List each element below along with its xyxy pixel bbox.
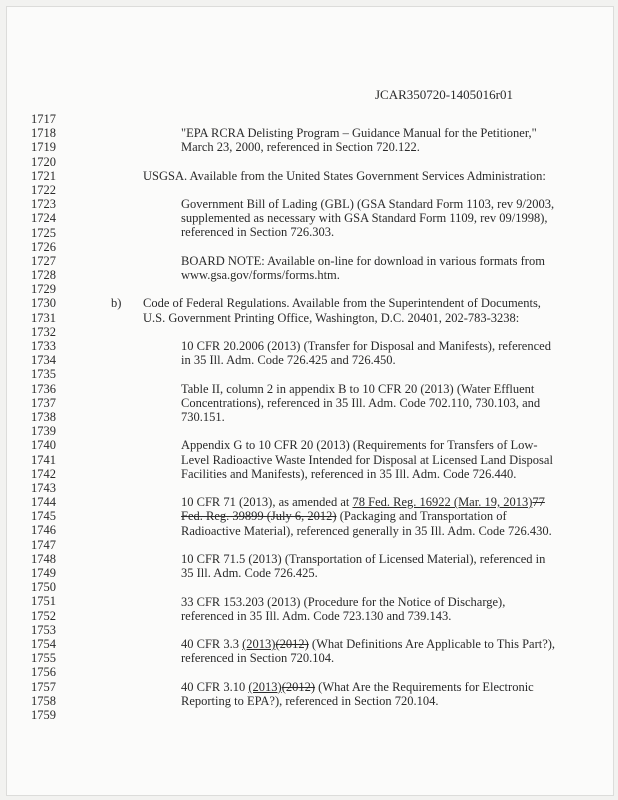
line-number: 1720 [31,154,56,169]
text-line: Table II, column 2 in appendix B to 10 CFR 20 (2013) (Water Effluent [181,382,535,396]
line-number: 1753 [31,622,56,637]
text-line: Government Bill of Lading (GBL) (GSA Standard Form 1103, rev 9/2003, [181,197,555,211]
text-line [181,509,507,523]
line-number: 1722 [31,182,56,197]
line-number: 1751 [31,594,56,609]
line-number: 1719 [31,140,56,155]
line-number: 1744 [31,495,56,510]
text-line: USGSA. Available from the United States Government Services Administration: [143,169,546,183]
line-number-column [31,112,56,722]
text-line [181,680,534,694]
text-line: Concentrations), referenced in 35 Ill. Adm. Code 702.110, 730.103, and [181,396,541,410]
line-number: 1726 [31,239,56,254]
text-segment: 10 CFR 71 (2013), as amended at [181,495,353,509]
text-line: referenced in 35 Ill. Adm. Code 723.130 and 739.143. [181,609,452,623]
line-number: 1729 [31,282,56,297]
document-page [6,6,614,796]
text-line: Facilities and Manifests), referenced in 35 Ill. Adm. Code 726.440. [181,467,517,481]
line-number: 1717 [31,112,56,126]
text-line: 33 CFR 153.203 (2013) (Procedure for the Notice of Discharge), [181,595,506,609]
line-number: 1735 [31,367,56,382]
line-number: 1736 [31,381,56,396]
text-segment: (Packaging and Transportation of [336,509,507,523]
text-line: 35 Ill. Adm. Code 726.425. [181,566,318,580]
text-line: Reporting to EPA?), referenced in Section 720.104. [181,694,439,708]
deleted-text: (2012) [281,680,316,694]
text-line [181,637,555,651]
line-number: 1728 [31,268,56,283]
text-line: March 23, 2000, referenced in Section 720.122. [181,140,420,154]
line-number: 1731 [31,310,56,325]
line-number: 1724 [31,211,56,226]
line-number: 1750 [31,580,56,595]
text-line: U.S. Government Printing Office, Washington, D.C. 20401, 202-783-3238: [143,311,520,325]
line-number: 1727 [31,253,56,268]
line-number: 1740 [31,438,56,453]
inserted-text: (2013) [248,680,282,694]
line-number: 1718 [31,126,56,141]
line-number: 1734 [31,353,56,368]
text-line: Code of Federal Regulations. Available from the Superintendent of Documents, [143,296,541,310]
line-number: 1741 [31,452,56,467]
text-segment: (What Definitions Are Applicable to This Part?), [308,637,556,651]
document-id: JCAR350720-1405016r01 [375,87,513,102]
inserted-text: (2013) [242,637,276,651]
text-line: Level Radioactive Waste Intended for Disposal at Licensed Land Disposal [181,453,553,467]
line-number: 1746 [31,523,56,538]
text-line: 730.151. [181,410,225,424]
deleted-text: 77 [532,495,545,509]
line-number: 1754 [31,636,56,651]
line-number: 1757 [31,679,56,694]
line-number: 1737 [31,395,56,410]
deleted-text: Fed. Reg. 39899 (July 6, 2012) [181,509,337,523]
list-label: b) [111,296,122,310]
line-number: 1723 [31,197,56,212]
text-line: www.gsa.gov/forms/forms.htm. [181,268,340,282]
text-line: supplemented as necessary with GSA Standard Form 1109, rev 09/1998), [181,211,548,225]
line-number: 1730 [31,296,56,311]
line-number: 1739 [31,424,56,439]
line-number: 1743 [31,480,56,495]
text-segment: 40 CFR 3.3 [181,637,243,651]
line-number: 1721 [31,168,56,183]
text-line: "EPA RCRA Delisting Program – Guidance Manual for the Petitioner," [181,126,537,140]
text-line: BOARD NOTE: Available on-line for download in various formats from [181,254,545,268]
text-line: Radioactive Material), referenced generally in 35 Ill. Adm. Code 726.430. [181,524,552,538]
line-number: 1738 [31,409,56,424]
line-number: 1742 [31,466,56,481]
line-number: 1756 [31,665,56,680]
text-line: in 35 Ill. Adm. Code 726.425 and 726.450. [181,353,396,367]
line-number: 1748 [31,551,56,566]
text-line [181,495,545,509]
line-number: 1733 [31,339,56,353]
text-line: referenced in Section 720.104. [181,651,335,665]
line-number: 1758 [31,693,56,708]
text-line: 10 CFR 20.2006 (2013) (Transfer for Disposal and Manifests), referenced [181,339,551,353]
deleted-text: (2012) [275,637,309,651]
line-number: 1749 [31,566,56,580]
line-number: 1752 [31,608,56,623]
line-number: 1747 [31,537,56,552]
text-line: referenced in Section 726.303. [181,225,335,239]
line-number: 1745 [31,509,56,524]
text-segment: 40 CFR 3.10 [181,680,249,694]
line-number: 1755 [31,651,56,666]
inserted-text: 78 Fed. Reg. 16922 (Mar. 19, 2013) [352,495,533,509]
text-line: Appendix G to 10 CFR 20 (2013) (Requirements for Transfers of Low- [181,438,538,452]
text-segment: (What Are the Requirements for Electronic [315,680,534,694]
line-number: 1759 [31,707,56,722]
line-number: 1725 [31,225,56,240]
line-number: 1732 [31,324,56,339]
text-line: 10 CFR 71.5 (2013) (Transportation of Licensed Material), referenced in [181,552,546,566]
